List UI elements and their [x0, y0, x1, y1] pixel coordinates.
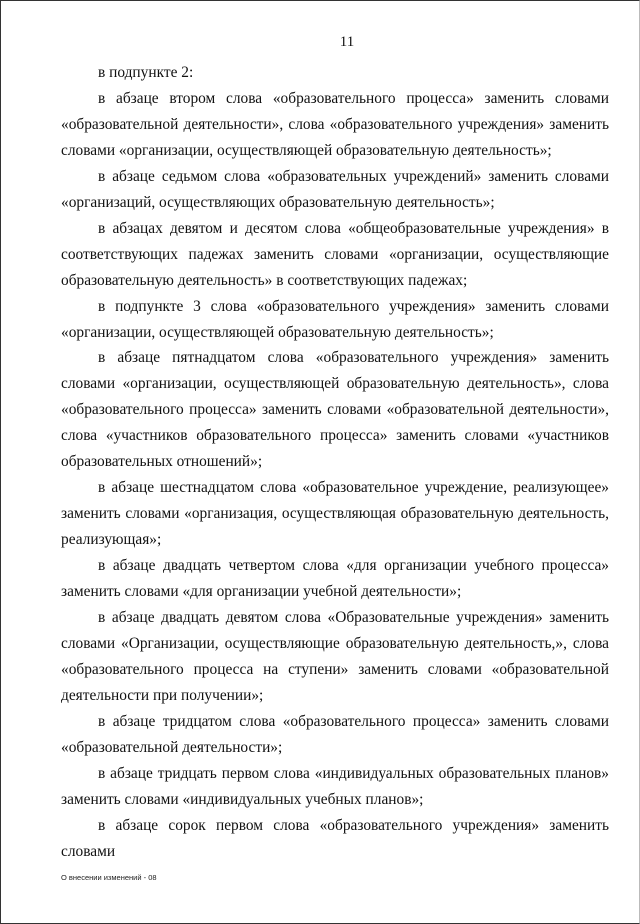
paragraph: в подпункте 2: — [98, 64, 194, 81]
paragraph: в абзаце пятнадцатом слова «образовательного учреждения» заменить словами «организации, осуществляющей образовательную деятельность», слова «образовательного процесса» заменить словами «образовательной деятельности», слова «участников образовательного процесса» заменить словами «участников образовательных отношений»; — [61, 349, 609, 471]
paragraph: в абзаце втором слова «образовательного процесса» заменить словами «образовательной деятельности», слова «образовательного учреждения» заменить словами «организации, осуществляющей образовательную деятельность»; — [61, 89, 609, 159]
paragraph: в абзаце седьмом слова «образовательных учреждений» заменить словами «организаций, осуществляющих образовательную деятельность»; — [61, 167, 609, 211]
paragraph: в абзаце тридцатом слова «образовательного процесса» заменить словами «образовательной деятельности»; — [61, 712, 609, 756]
paragraph: в абзаце шестнадцатом слова «образовательное учреждение, реализующее» заменить словами «организация, осуществляющая образовательную деятельность, реализующая»; — [61, 479, 609, 549]
page-number: 11 — [339, 34, 355, 50]
paragraph: в абзаце тридцать первом слова «индивидуальных образовательных планов» заменить словами «индивидуальных учебных планов»; — [61, 764, 609, 808]
paragraph: в подпункте 3 слова «образовательного учреждения» заменить словами «организации, осуществляющей образовательную деятельность»; — [61, 297, 609, 341]
paragraph: в абзаце двадцать девятом слова «Образовательные учреждения» заменить словами «Организации, осуществляющие образовательную деятельность,», слова «образовательного процесса на ступени» заменить словами «образовательной деятельности при получении»; — [61, 609, 609, 704]
document-body — [61, 60, 609, 865]
footer-note: О внесении изменений - 08 — [61, 872, 157, 882]
paragraph: в абзаце двадцать четвертом слова «для организации учебного процесса» заменить словами «для организации учебной деятельности»; — [61, 557, 609, 601]
paragraph: в абзацах девятом и десятом слова «общеобразовательные учреждения» в соответствующих падежах заменить словами «организации, осуществляющие образовательную деятельность» в соответствующих падежах; — [61, 219, 609, 289]
paragraph: в абзаце сорок первом слова «образовательного учреждения» заменить словами — [61, 816, 609, 860]
